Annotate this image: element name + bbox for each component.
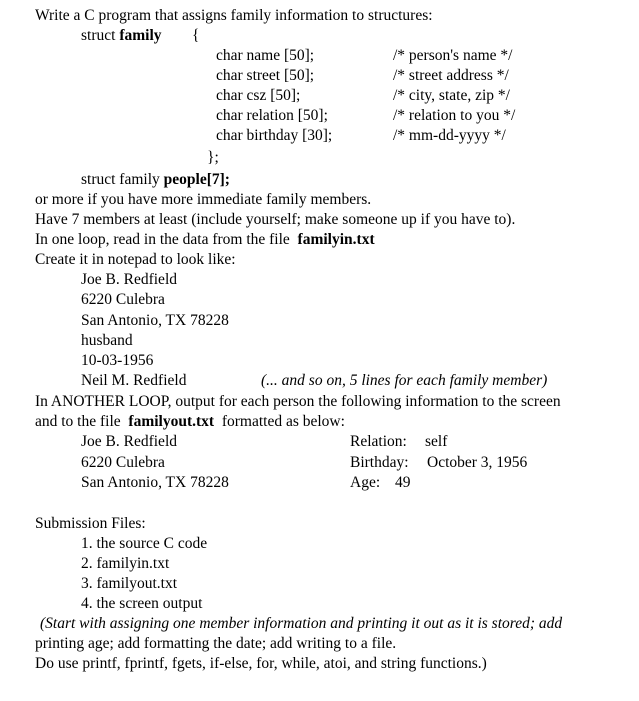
birthday-value: October 3, 1956: [427, 454, 528, 471]
input-example-line: husband: [81, 332, 133, 349]
relation-value: self: [425, 433, 448, 450]
hint-line: (Start with assigning one member information and printing it out as it is stored; add: [40, 615, 563, 632]
submission-item: 4. the screen output: [81, 595, 203, 612]
birthday-label: Birthday:: [350, 454, 409, 471]
struct-brace-close: };: [207, 149, 219, 166]
hint-line-2: printing age; add formatting the date; add writing to a file.: [35, 635, 397, 652]
field-decl: char birthday [30];: [216, 127, 333, 144]
relation-label: Relation:: [350, 433, 407, 450]
output-format-text: formatted as below:: [221, 413, 345, 430]
struct-keyword: struct: [81, 27, 116, 44]
field-comment: /* mm-dd-yyyy */: [393, 127, 506, 144]
read-loop-text: In one loop, read in the data from the file: [35, 231, 294, 248]
struct-brace-open: {: [192, 27, 200, 44]
array-name: people[7];: [163, 171, 230, 188]
field-decl: char csz [50];: [216, 87, 301, 104]
field-comment: /* relation to you */: [393, 107, 516, 124]
output-example-line: 6220 Culebra: [81, 454, 165, 471]
notepad-line: Create it in notepad to look like:: [35, 251, 236, 268]
output-instruction-line: In ANOTHER LOOP, output for each person the following information to the screen: [35, 393, 561, 410]
submission-item: 2. familyin.txt: [81, 555, 170, 572]
field-comment: /* person's name */: [393, 47, 513, 64]
submission-heading: Submission Files:: [35, 515, 146, 532]
input-example-line: 6220 Culebra: [81, 291, 165, 308]
array-declaration: [81, 170, 230, 190]
array-type: struct family: [81, 171, 164, 188]
submission-item: 1. the source C code: [81, 535, 208, 552]
age-value: 49: [395, 474, 411, 491]
input-filename: familyin.txt: [297, 231, 375, 248]
input-example-line: San Antonio, TX 78228: [81, 312, 229, 329]
read-loop-line: [35, 230, 375, 250]
age-label: Age:: [350, 474, 381, 491]
input-example-line: Joe B. Redfield: [81, 271, 177, 288]
field-decl: char relation [50];: [216, 107, 328, 124]
functions-line: Do use printf, fprintf, fgets, if-else, for, while, atoi, and string functions.): [35, 655, 487, 672]
output-file-line: [35, 412, 345, 432]
struct-header: [81, 26, 162, 46]
at-least-line: Have 7 members at least (include yourself; make someone up if you have to).: [35, 211, 516, 228]
input-example-next-name: Neil M. Redfield: [81, 372, 187, 389]
struct-name: family: [119, 27, 162, 44]
field-comment: /* street address */: [393, 67, 509, 84]
output-filename: familyout.txt: [128, 413, 215, 430]
submission-item: 3. familyout.txt: [81, 575, 178, 592]
output-example-line: Joe B. Redfield: [81, 433, 177, 450]
more-members-line: or more if you have more immediate family members.: [35, 191, 372, 208]
field-decl: char street [50];: [216, 67, 315, 84]
field-comment: /* city, state, zip */: [393, 87, 510, 104]
output-example-line: San Antonio, TX 78228: [81, 474, 229, 491]
input-example-line: 10-03-1956: [81, 352, 154, 369]
field-decl: char name [50];: [216, 47, 315, 64]
output-file-text: and to the file: [35, 413, 125, 430]
etc-note: (... and so on, 5 lines for each family member): [261, 372, 548, 389]
intro-line: Write a C program that assigns family information to structures:: [35, 7, 433, 24]
